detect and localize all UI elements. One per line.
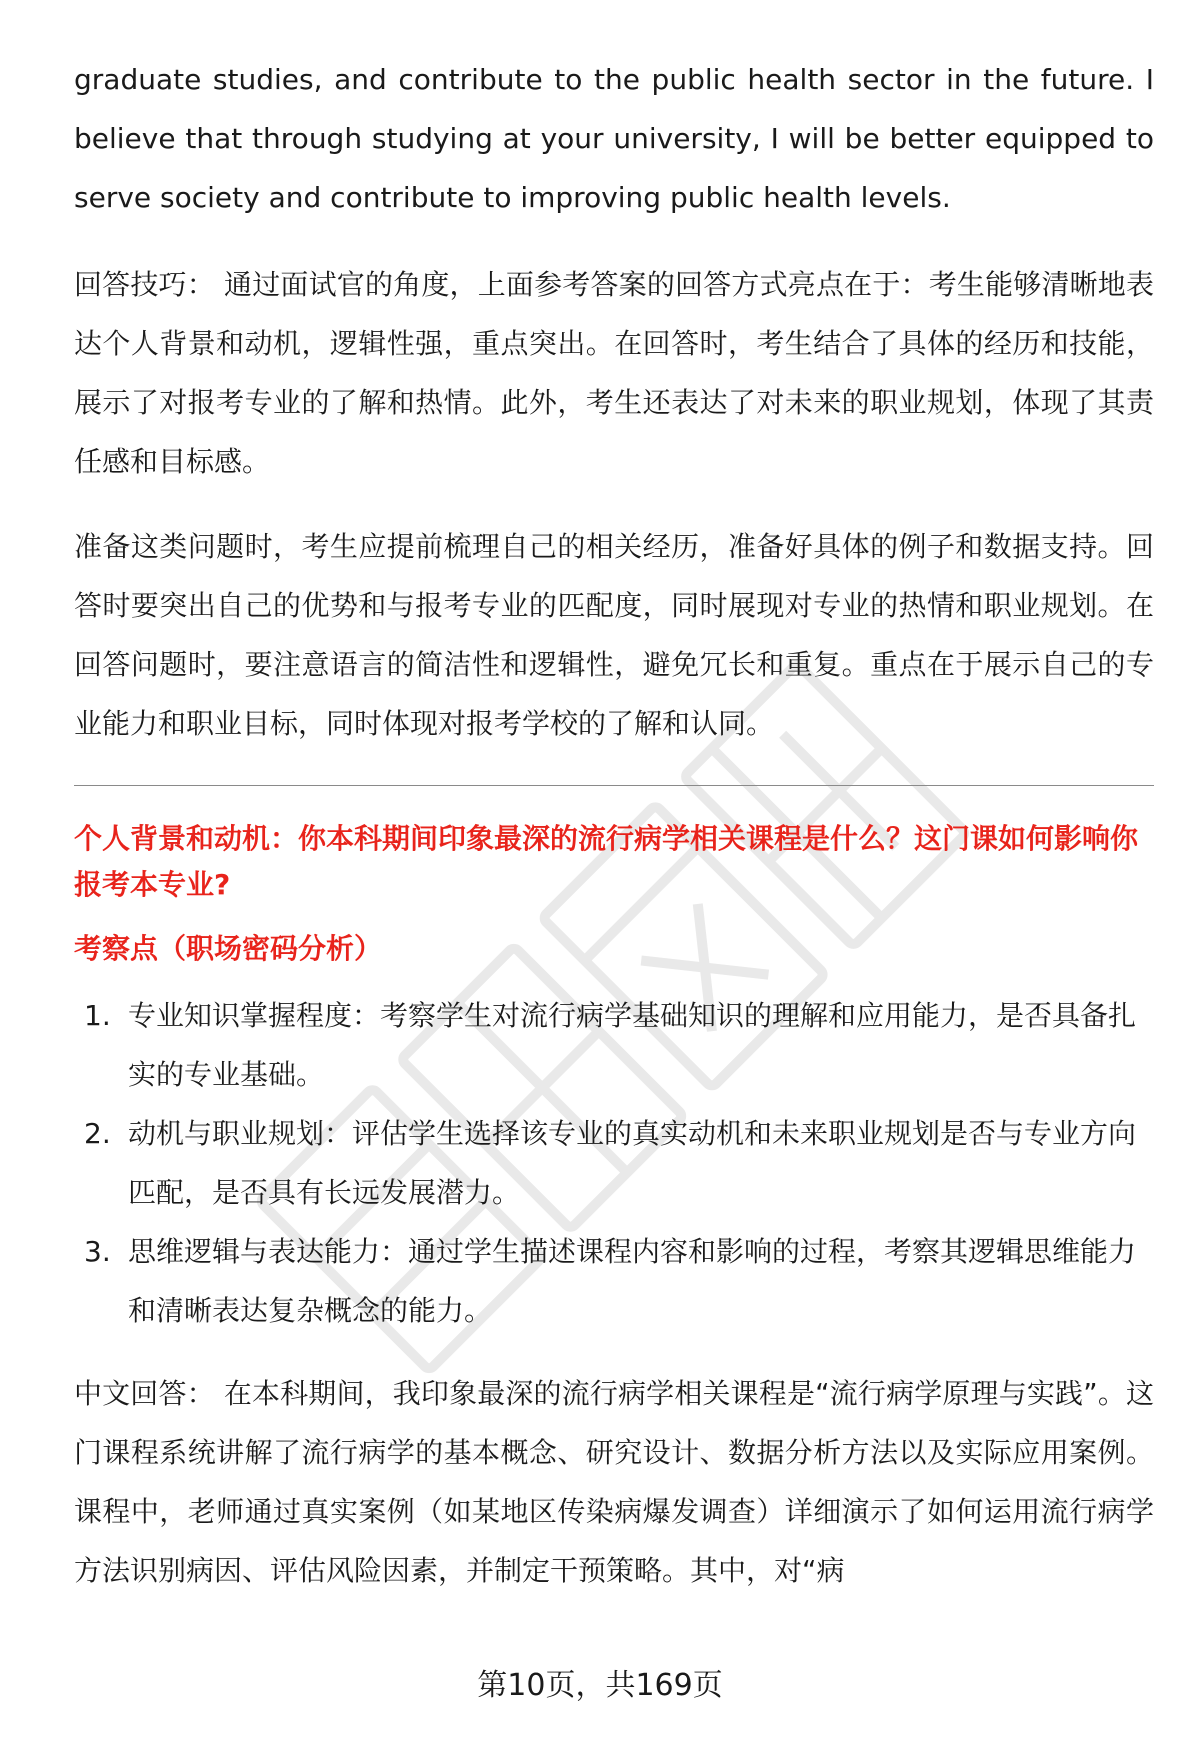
list-item-number: 3.: [84, 1235, 111, 1268]
list-item-text: 专业知识掌握程度：考察学生对流行病学基础知识的理解和应用能力，是否具备扎实的专业基础。: [128, 999, 1137, 1091]
list-item-number: 1.: [84, 999, 111, 1032]
list-item-text: 动机与职业规划：评估学生选择该专业的真实动机和未来职业规划是否与专业方向匹配，是否具有长远发展潜力。: [128, 1117, 1137, 1209]
list-item: [74, 986, 1154, 1104]
list-item: [74, 1104, 1154, 1222]
list-item-text: 思维逻辑与表达能力：通过学生描述课程内容和影响的过程，考察其逻辑思维能力和清晰表达复杂概念的能力。: [128, 1235, 1137, 1327]
chinese-answer-paragraph: 中文回答： 在本科期间，我印象最深的流行病学相关课程是“流行病学原理与实践”。这门课程系统讲解了流行病学的基本概念、研究设计、数据分析方法以及实际应用案例。课程中，老师通过真实案例（如某地区传染病爆发调查）详细演示了如何运用流行病学方法识别病因、评估风险因素，并制定干预策略。其中，对“病: [74, 1377, 1154, 1587]
preparation-advice-paragraph: 准备这类问题时，考生应提前梳理自己的相关经历，准备好具体的例子和数据支持。回答时要突出自己的优势和与报考专业的匹配度，同时展现对专业的热情和职业规划。在回答问题时，要注意语言的简洁性和逻辑性，避免冗长和重复。重点在于展示自己的专业能力和职业目标，同时体现对报考学校的了解和认同。: [74, 530, 1154, 740]
answer-tips-paragraph: 回答技巧： 通过面试官的角度，上面参考答案的回答方式亮点在于：考生能够清晰地表达个人背景和动机，逻辑性强，重点突出。在回答时，考生结合了具体的经历和技能，展示了对报考专业的了解和热情。此外，考生还表达了对未来的职业规划，体现了其责任感和目标感。: [74, 268, 1154, 478]
english-answer-continuation: graduate studies, and contribute to the public health sector in the future. I believe that through studying at your university, I will be better equipped to serve society and contribute to improving public health levels.: [74, 63, 1154, 214]
question-heading: 个人背景和动机：你本科期间印象最深的流行病学相关课程是什么？这门课如何影响你报考本专业?: [74, 822, 1139, 901]
document-page: [74, 50, 1154, 1626]
list-item: [74, 1222, 1154, 1340]
section-divider: [74, 785, 1154, 786]
focus-points-heading: 考察点（职场密码分析）: [74, 932, 383, 965]
list-item-number: 2.: [84, 1117, 111, 1150]
focus-points-list: [74, 986, 1154, 1340]
page-number-footer: 第10页，共169页: [477, 1668, 723, 1703]
